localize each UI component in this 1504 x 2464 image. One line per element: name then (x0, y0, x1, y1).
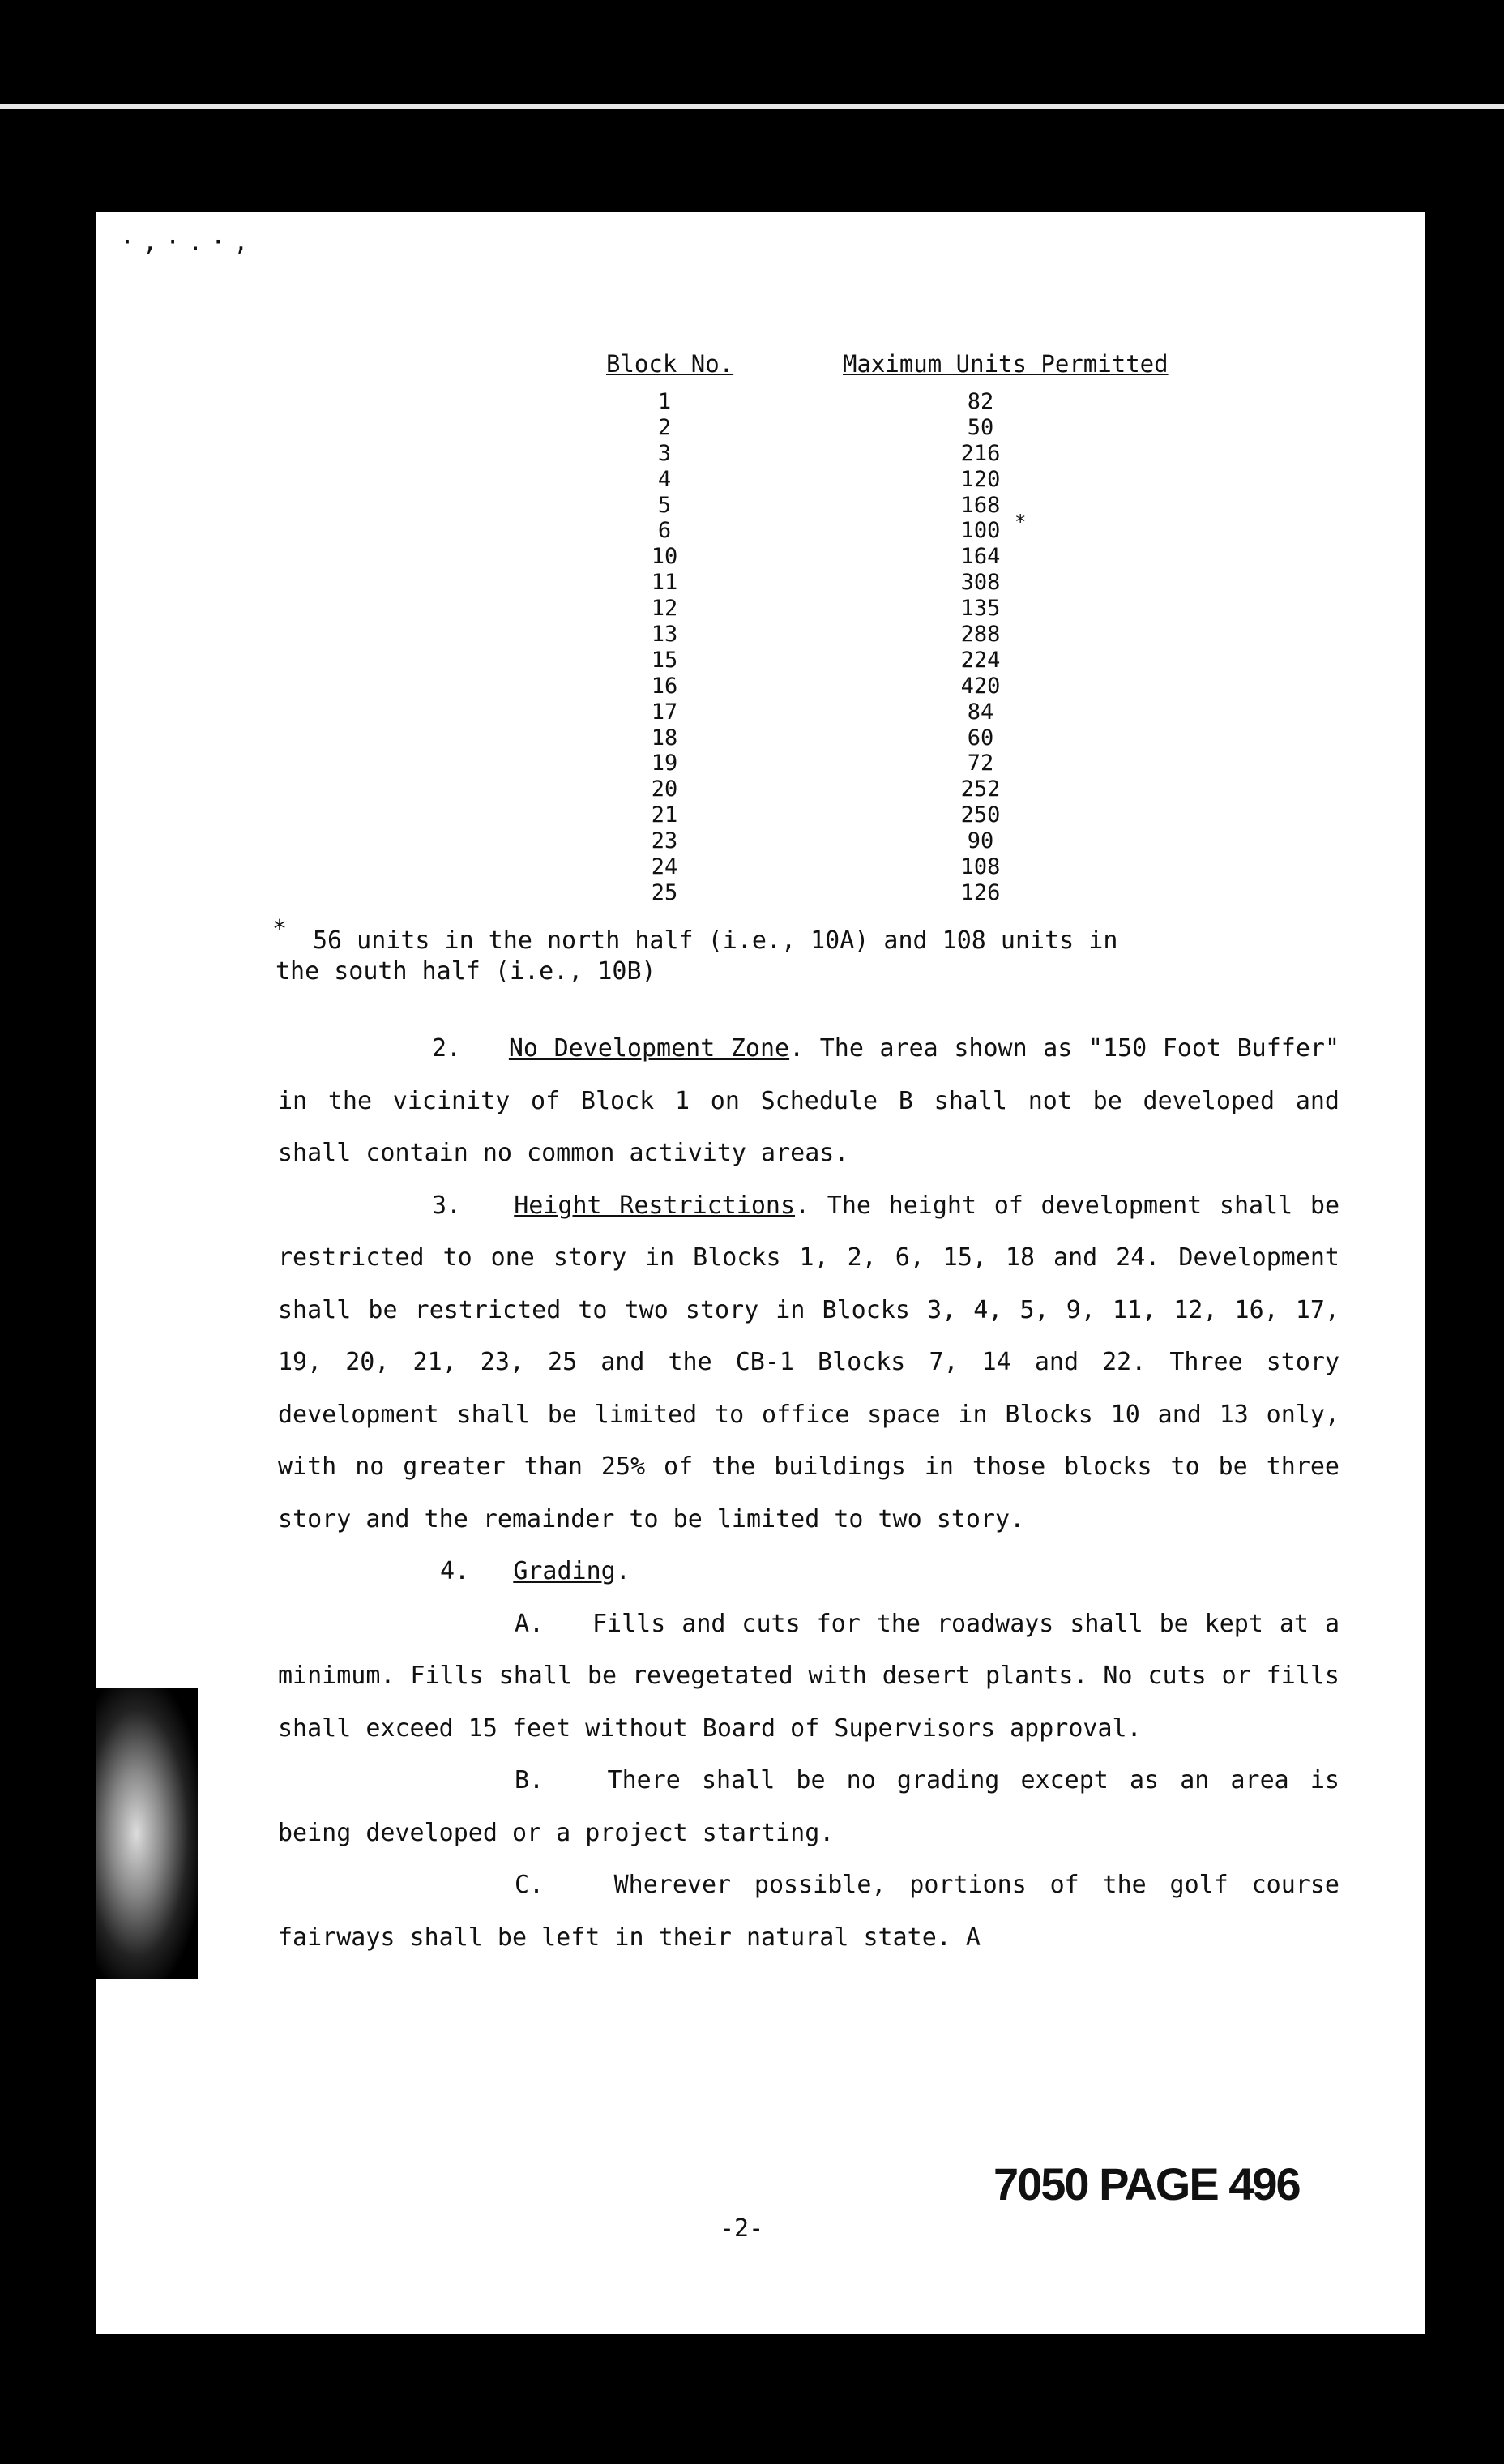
block-number: 5 (657, 492, 672, 518)
block-number: 2 (657, 414, 672, 440)
table-row (511, 802, 1240, 828)
max-units: 90 (967, 828, 994, 854)
max-units: 100 (960, 518, 1001, 544)
max-units: 126 (960, 879, 1001, 905)
block-number: 11 (651, 570, 678, 596)
scan-top-border (0, 0, 1504, 186)
max-units: 308 (960, 570, 1001, 596)
document-body (278, 1023, 1340, 1964)
block-number: 18 (651, 725, 678, 751)
block-number: 25 (651, 879, 678, 905)
table-row (511, 467, 1240, 493)
section-3-heading: Height Restrictions (514, 1191, 796, 1220)
table-row (511, 776, 1240, 802)
table-row (511, 699, 1240, 725)
max-units: 135 (960, 596, 1001, 622)
table-row (511, 570, 1240, 596)
page-number: -2- (720, 2214, 764, 2243)
max-units: 216 (960, 440, 1001, 466)
section-4 (278, 1546, 1340, 1598)
table-row (511, 441, 1240, 467)
block-number: 23 (651, 828, 678, 854)
block-number: 16 (651, 673, 678, 699)
block-number: 4 (657, 466, 672, 492)
max-units: 72 (967, 751, 994, 776)
block-number: 15 (651, 647, 678, 673)
block-number: 10 (651, 544, 678, 570)
block-number: 21 (651, 802, 678, 828)
block-number: 12 (651, 596, 678, 622)
table-header-units: Maximum Units Permitted (843, 350, 1169, 378)
subsection-c-label: C. (515, 1871, 545, 1899)
block-number: 3 (657, 440, 672, 466)
max-units: 164 (960, 544, 1001, 570)
subsection-c (278, 1859, 1340, 1964)
scan-top-line (0, 104, 1504, 109)
max-units: 288 (960, 622, 1001, 648)
footnote-mark: * (1015, 511, 1027, 534)
recording-stamp: 7050 PAGE 496 (993, 2158, 1300, 2209)
subsection-b-text: There shall be no grading except as an area is being developed or a project starting. (278, 1766, 1340, 1847)
max-units: 50 (967, 414, 994, 440)
subsection-c-text: Wherever possible, portions of the golf course fairways shall be left in their natural state. A (278, 1871, 1340, 1952)
section-3-number: 3. (432, 1191, 462, 1220)
subsection-b-label: B. (515, 1766, 545, 1795)
section-2-heading: No Development Zone (508, 1034, 790, 1063)
block-number: 17 (651, 699, 678, 725)
block-number: 19 (651, 751, 678, 776)
subsection-a-text: Fills and cuts for the roadways shall be kept at a minimum. Fills shall be revegetated with desert plants. No cuts or fills shall exceed 15 feet without Board of Supervisors approval. (278, 1609, 1340, 1743)
section-3-text: . The height of development shall be restricted to one story in Blocks 1, 2, 6, 15, 18 and 24. Development shall be restricted to two story in Blocks 3, 4, 5, 9, 11, 12, 16, 17, 19, 20, 21, 23, 25 and the CB-1 Blocks 7, 14 and 22. Three story development shall be limited to office space in Blocks 10 and 13 only, with no greater than 25% of the buildings in those blocks to be three story and the remainder to be limited to two story. (278, 1191, 1340, 1534)
section-4-number: 4. (440, 1557, 470, 1585)
table-row (511, 622, 1240, 648)
section-2-text: . The area shown as "150 Foot Buffer" in the vicinity of Block 1 on Schedule B shall not be developed and shall contain no common activity areas. (278, 1034, 1340, 1167)
block-number: 6 (657, 518, 672, 544)
table-row (511, 389, 1240, 415)
section-2-number: 2. (432, 1034, 462, 1063)
max-units: 168 (960, 492, 1001, 518)
section-4-period: . (615, 1557, 630, 1585)
block-number: 1 (657, 389, 672, 414)
max-units: 252 (960, 776, 1001, 802)
block-number: 24 (651, 854, 678, 880)
table-row (511, 854, 1240, 880)
table-row (511, 828, 1240, 854)
subsection-a (278, 1598, 1340, 1756)
subsection-a-label: A. (515, 1609, 545, 1638)
max-units: 250 (960, 802, 1001, 828)
table-row (511, 725, 1240, 751)
table-row (511, 415, 1240, 441)
max-units: 84 (967, 699, 994, 725)
table-header-block: Block No. (606, 350, 734, 378)
block-number: 20 (651, 776, 678, 802)
table-row (511, 544, 1240, 570)
max-units: 82 (967, 389, 994, 414)
subsection-b (278, 1755, 1340, 1859)
section-4-heading: Grading (513, 1557, 616, 1585)
table-row (511, 674, 1240, 699)
max-units: 120 (960, 466, 1001, 492)
max-units: 60 (967, 725, 994, 751)
footnote-line-1: 56 units in the north half (i.e., 10A) and 108 units in (313, 926, 1118, 955)
footnote-line-2: the south half (i.e., 10B) (276, 957, 656, 986)
scan-specks: ·,·.·, (120, 229, 257, 257)
document-page (96, 212, 1425, 2334)
table-rows (511, 389, 1240, 906)
section-3 (278, 1180, 1340, 1546)
table-row (511, 751, 1240, 776)
section-2 (278, 1023, 1340, 1180)
max-units: 108 (960, 854, 1001, 880)
max-units: 224 (960, 647, 1001, 673)
table-row (511, 493, 1240, 519)
footnote-star: * (272, 915, 288, 943)
table-row (511, 880, 1240, 906)
scan-edge-damage (96, 1688, 198, 1979)
block-number: 13 (651, 622, 678, 648)
table-footnote (272, 915, 1337, 987)
max-units: 420 (960, 673, 1001, 699)
table-row (511, 596, 1240, 622)
table-row (511, 648, 1240, 674)
table-row (511, 511, 1240, 544)
